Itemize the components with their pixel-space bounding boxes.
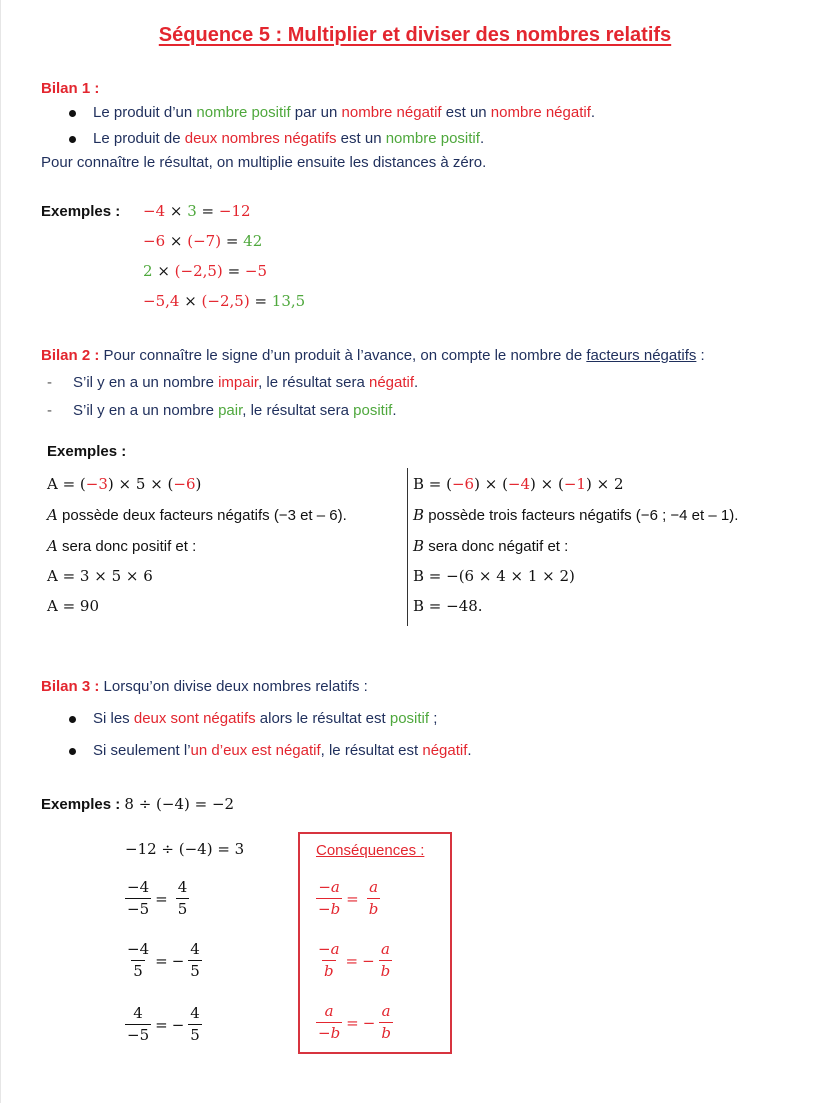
consequence-rule bbox=[316, 942, 392, 979]
numerator: a bbox=[381, 1002, 391, 1020]
text: . bbox=[590, 104, 596, 121]
operand: −5,4 bbox=[143, 292, 180, 310]
text: , le résultat est bbox=[320, 742, 423, 759]
result: −5 bbox=[244, 262, 268, 280]
fraction bbox=[125, 942, 151, 979]
denominator: b bbox=[380, 962, 391, 980]
text: possède trois facteurs négatifs (−6 ; −4 et – 1). bbox=[424, 507, 739, 524]
variable: A bbox=[47, 506, 58, 524]
text: Le produit de bbox=[93, 130, 185, 147]
bilan1-label: Bilan 1 : bbox=[41, 80, 100, 97]
example-line bbox=[143, 232, 262, 250]
expr: ) bbox=[195, 475, 202, 493]
denominator: −b bbox=[318, 1024, 341, 1042]
text-underlined: facteurs négatifs bbox=[586, 347, 697, 364]
sign: − bbox=[171, 1015, 185, 1034]
fraction bbox=[316, 880, 342, 917]
bullet-icon bbox=[69, 136, 76, 143]
text: . bbox=[479, 130, 485, 147]
denominator: b bbox=[381, 1024, 391, 1042]
fraction-example bbox=[125, 880, 189, 917]
text: ; bbox=[429, 710, 438, 727]
example-a-line4: A = 3 × 5 × 6 bbox=[47, 567, 153, 585]
numerator: 4 bbox=[190, 1004, 200, 1022]
operator: × bbox=[179, 292, 202, 310]
bilan1-bullet1 bbox=[93, 104, 595, 121]
fraction bbox=[125, 880, 151, 917]
denominator: b bbox=[368, 900, 379, 918]
bilan2-label: Bilan 2 : bbox=[41, 347, 100, 364]
numerator: 4 bbox=[133, 1004, 143, 1022]
text-negative: négatif bbox=[368, 374, 415, 391]
result: −12 bbox=[218, 202, 251, 220]
text-negative: nombre négatif bbox=[341, 104, 442, 121]
equals: = bbox=[155, 1015, 168, 1034]
dash-marker: - bbox=[47, 374, 52, 391]
denominator: 5 bbox=[190, 962, 200, 980]
example-a-line5: A = 90 bbox=[47, 597, 100, 615]
example-b-line2 bbox=[413, 506, 738, 524]
fraction bbox=[379, 942, 393, 979]
example-b-line1 bbox=[413, 475, 623, 493]
example-division-1: 8 ÷ (−4) = −2 bbox=[124, 795, 235, 813]
example-a-line2 bbox=[47, 506, 347, 524]
negative-factor: −6 bbox=[451, 475, 475, 493]
operand: (−2,5) bbox=[201, 292, 250, 310]
text-negative: négatif bbox=[422, 742, 468, 759]
text: possède deux facteurs négatifs (−3 et – 6). bbox=[57, 507, 347, 524]
equals: = bbox=[221, 232, 244, 250]
operand: −6 bbox=[143, 232, 166, 250]
text: sera donc négatif et : bbox=[424, 538, 569, 555]
example-a-line3 bbox=[47, 537, 196, 555]
equals: = bbox=[345, 951, 359, 970]
expr: ) × 5 × ( bbox=[107, 475, 174, 493]
denominator: 5 bbox=[133, 962, 143, 980]
equals: = bbox=[346, 889, 359, 908]
denominator: b bbox=[323, 962, 334, 980]
example-line bbox=[143, 202, 251, 220]
text: : bbox=[696, 347, 705, 364]
equals: = bbox=[222, 262, 245, 280]
negative-factor: −4 bbox=[507, 475, 531, 493]
numerator: a bbox=[369, 878, 379, 896]
example-b-line5: B = −48. bbox=[413, 597, 483, 615]
bilan3-bullet1 bbox=[93, 710, 437, 727]
text-odd: impair bbox=[218, 374, 259, 391]
text: , le résultat sera bbox=[242, 402, 354, 419]
sign: − bbox=[362, 1013, 376, 1032]
sign: − bbox=[362, 951, 375, 970]
fraction bbox=[188, 1006, 202, 1043]
bilan2-dash2 bbox=[73, 402, 397, 419]
operand: (−2,5) bbox=[174, 262, 223, 280]
operand: −4 bbox=[143, 202, 166, 220]
expr: ) × ( bbox=[474, 475, 508, 493]
text: est un bbox=[336, 130, 386, 147]
variable: A bbox=[47, 537, 58, 555]
text: Lorsqu’on divise deux nombres relatifs : bbox=[99, 678, 368, 695]
operand: (−7) bbox=[187, 232, 222, 250]
numerator: −4 bbox=[127, 940, 150, 958]
equals: = bbox=[346, 1013, 359, 1032]
text: est un bbox=[441, 104, 491, 121]
negative-factor: −6 bbox=[173, 475, 196, 493]
example-line bbox=[143, 292, 305, 310]
bullet-icon bbox=[69, 110, 76, 117]
numerator: a bbox=[324, 1002, 334, 1020]
text: , le résultat sera bbox=[258, 374, 369, 391]
expr: ) × ( bbox=[530, 475, 564, 493]
equals: = bbox=[155, 889, 168, 908]
text: Si les bbox=[93, 710, 134, 727]
equals: = bbox=[196, 202, 219, 220]
fraction bbox=[379, 1004, 393, 1041]
expr: ) × 2 bbox=[585, 475, 624, 493]
result: 13,5 bbox=[271, 292, 306, 310]
variable: B bbox=[413, 506, 425, 524]
text: . bbox=[414, 374, 419, 391]
denominator: 5 bbox=[190, 1026, 200, 1044]
expr: B = ( bbox=[413, 475, 452, 493]
text: par un bbox=[290, 104, 342, 121]
bilan1-note: Pour connaître le résultat, on multiplie ensuite les distances à zéro. bbox=[41, 154, 487, 171]
text: S’il y en a un nombre bbox=[73, 374, 219, 391]
result: 42 bbox=[243, 232, 263, 250]
bilan3-examples bbox=[41, 795, 234, 813]
equals: = bbox=[249, 292, 272, 310]
text-positive: nombre positif bbox=[385, 130, 480, 147]
operator: × bbox=[165, 232, 188, 250]
bullet-icon bbox=[69, 748, 76, 755]
consequence-rule bbox=[316, 880, 380, 917]
text: S’il y en a un nombre bbox=[73, 402, 219, 419]
bilan2-intro bbox=[41, 347, 705, 364]
bilan3-bullet2 bbox=[93, 742, 472, 759]
bilan3-intro bbox=[41, 678, 368, 695]
column-divider bbox=[407, 468, 408, 626]
operator: × bbox=[165, 202, 188, 220]
text-positive: positif bbox=[353, 402, 393, 419]
page-title: Séquence 5 : Multiplier et diviser des nombres relatifs bbox=[158, 24, 672, 46]
denominator: −5 bbox=[127, 1026, 150, 1044]
variable: B bbox=[413, 537, 425, 555]
text-negative: deux sont négatifs bbox=[133, 710, 256, 727]
text: . bbox=[467, 742, 472, 759]
fraction bbox=[367, 880, 381, 917]
examples-label: Exemples : bbox=[41, 796, 121, 813]
text-positive: nombre positif bbox=[196, 104, 291, 121]
text: Si seulement l’ bbox=[93, 742, 191, 759]
text: Le produit d’un bbox=[93, 104, 197, 121]
denominator: −5 bbox=[127, 900, 150, 918]
numerator: −4 bbox=[127, 878, 150, 896]
numerator: −a bbox=[318, 878, 340, 896]
example-division-2: −12 ÷ (−4) = 3 bbox=[125, 840, 245, 858]
operand: 2 bbox=[143, 262, 153, 280]
example-a-line1 bbox=[47, 475, 201, 493]
bilan3-label: Bilan 3 : bbox=[41, 678, 100, 695]
consequence-rule bbox=[316, 1004, 393, 1041]
negative-factor: −1 bbox=[563, 475, 586, 493]
numerator: 4 bbox=[177, 878, 188, 896]
text: Pour connaître le signe d’un produit à l’avance, on compte le nombre de bbox=[99, 347, 587, 364]
expr: A = ( bbox=[47, 475, 86, 493]
dash-marker: - bbox=[47, 402, 52, 419]
text-even: pair bbox=[218, 402, 243, 419]
text-negative: un d’eux est négatif bbox=[190, 742, 321, 759]
consequences-box bbox=[298, 832, 452, 1054]
bilan2-examples-label: Exemples : bbox=[47, 443, 127, 460]
text-negative: nombre négatif bbox=[490, 104, 591, 121]
negative-factor: −3 bbox=[85, 475, 108, 493]
operator: × bbox=[152, 262, 175, 280]
text: . bbox=[392, 402, 397, 419]
example-line bbox=[143, 262, 267, 280]
operand: 3 bbox=[187, 202, 197, 220]
example-b-line3 bbox=[413, 537, 568, 555]
denominator: 5 bbox=[177, 900, 188, 918]
bullet-icon bbox=[69, 716, 76, 723]
fraction bbox=[176, 880, 190, 917]
fraction-example bbox=[125, 942, 202, 979]
numerator: a bbox=[381, 940, 390, 958]
bilan1-examples-label: Exemples : bbox=[41, 203, 121, 220]
fraction-example bbox=[125, 1006, 202, 1043]
consequences-title: Conséquences : bbox=[316, 842, 425, 859]
fraction bbox=[316, 942, 342, 979]
text: sera donc positif et : bbox=[57, 538, 197, 555]
bilan2-dash1 bbox=[73, 374, 418, 391]
sign: − bbox=[171, 951, 185, 970]
text: alors le résultat est bbox=[255, 710, 390, 727]
fraction bbox=[188, 942, 202, 979]
text-negative: deux nombres négatifs bbox=[184, 130, 337, 147]
fraction bbox=[125, 1006, 151, 1043]
fraction bbox=[316, 1004, 342, 1041]
denominator: −b bbox=[318, 900, 341, 918]
equals: = bbox=[155, 951, 168, 970]
text-positive: positif bbox=[389, 710, 430, 727]
numerator: −a bbox=[318, 940, 340, 958]
numerator: 4 bbox=[190, 940, 200, 958]
example-b-line4: B = −(6 × 4 × 1 × 2) bbox=[413, 567, 575, 585]
bilan1-bullet2 bbox=[93, 130, 484, 147]
